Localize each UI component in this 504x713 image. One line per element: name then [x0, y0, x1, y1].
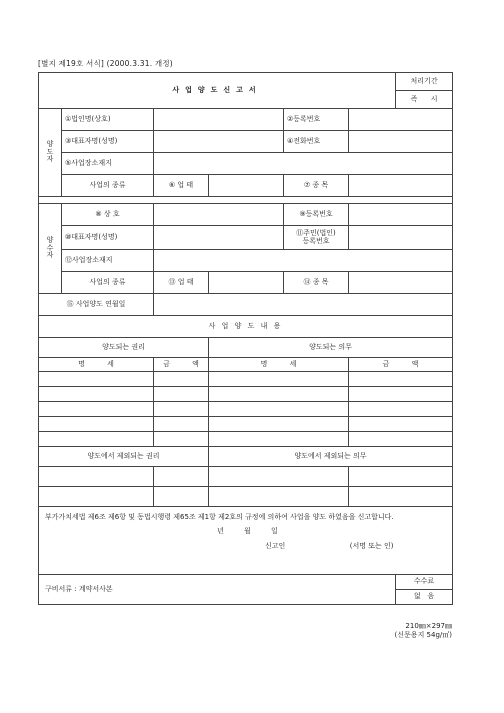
excluded-duties-cell[interactable] [209, 487, 349, 507]
resident-no-field[interactable] [349, 226, 453, 250]
corp-name-label: ①법인명(상호) [62, 109, 154, 131]
transfer-date-field[interactable] [154, 294, 453, 316]
transferee-business-form-label: ⑬ 업 태 [154, 272, 209, 294]
duties-amount-header: 금 액 [349, 358, 453, 372]
form-header: [별지 제19호 서식] (2000.3.31. 개정) [38, 59, 173, 68]
fee-label: 수수료 [396, 575, 453, 590]
duties-detail-header: 명 세 [209, 358, 349, 372]
declaration-statement: 부가가치세법 제6조 제6항 및 동법시행령 제65조 제1항 제2호의 규정에 의하여 사업을 양도 하였음을 신고합니다. [45, 513, 394, 521]
declaration-block [39, 507, 453, 575]
rights-amount-cell[interactable] [154, 432, 209, 447]
duties-amount-cell[interactable] [349, 387, 453, 402]
excluded-rights-amount-cell[interactable] [154, 467, 209, 487]
declaration-date[interactable]: 년 월 일 [217, 527, 278, 536]
excluded-rights-amount-cell[interactable] [154, 487, 209, 507]
rights-detail-cell[interactable] [39, 372, 154, 387]
rights-amount-header: 금 액 [154, 358, 209, 372]
rights-amount-cell[interactable] [154, 417, 209, 432]
duties-amount-cell[interactable] [349, 372, 453, 387]
table-row [39, 387, 453, 402]
excluded-rights-cell[interactable] [39, 487, 154, 507]
table-row [39, 417, 453, 432]
business-form-field[interactable] [209, 175, 284, 197]
table-row [39, 432, 453, 447]
processing-period-label: 처리기간 [396, 73, 453, 91]
signature-label[interactable]: (서명 또는 인) [349, 541, 394, 550]
business-type-label: 사업의 종류 [62, 175, 154, 197]
transferee-reg-no-label: ⑨등록번호 [284, 204, 349, 226]
excluded-duties-amount-cell[interactable] [349, 487, 453, 507]
transferred-rights-heading: 양도되는 권리 [39, 338, 209, 358]
table-row [39, 402, 453, 417]
attachment-note: 구비서류 : 계약서사본 [39, 575, 396, 605]
rights-detail-cell[interactable] [39, 387, 154, 402]
duties-detail-cell[interactable] [209, 387, 349, 402]
item-field[interactable] [349, 175, 453, 197]
representative-label: ③대표자명(성명) [62, 131, 154, 153]
report-form [38, 72, 452, 605]
duties-detail-cell[interactable] [209, 417, 349, 432]
table-row [39, 487, 453, 507]
excluded-duties-amount-cell[interactable] [349, 467, 453, 487]
duties-detail-cell[interactable] [209, 402, 349, 417]
transferee-address-label: ⑫사업장소재지 [62, 250, 154, 272]
transferor-label: 양 도 자 [39, 109, 62, 197]
representative-field[interactable] [154, 131, 284, 153]
rights-amount-cell[interactable] [154, 402, 209, 417]
rights-detail-header: 명 세 [39, 358, 154, 372]
phone-field[interactable] [349, 131, 453, 153]
excluded-rights-heading: 양도에서 제외되는 권리 [39, 447, 209, 467]
reg-no-field[interactable] [349, 109, 453, 131]
transferred-duties-heading: 양도되는 의무 [209, 338, 453, 358]
paper-size: 210㎜×297㎜ [405, 622, 452, 630]
address-label: ⑤사업장소재지 [62, 153, 154, 175]
duties-amount-cell[interactable] [349, 432, 453, 447]
transfer-date-label: ⑮ 사업양도 연월일 [39, 294, 154, 316]
phone-label: ④전화번호 [284, 131, 349, 153]
contents-heading: 사 업 양 도 내 용 [39, 316, 453, 338]
transferee-reg-no-field[interactable] [349, 204, 453, 226]
item-label: ⑦ 종 목 [284, 175, 349, 197]
excluded-duties-cell[interactable] [209, 467, 349, 487]
trade-name-label: ⑧ 상 호 [62, 204, 154, 226]
excluded-duties-heading: 양도에서 제외되는 의무 [209, 447, 453, 467]
duties-detail-cell[interactable] [209, 432, 349, 447]
excluded-rights-cell[interactable] [39, 467, 154, 487]
table-row [39, 372, 453, 387]
table-row [39, 467, 453, 487]
transferee-address-field[interactable] [154, 250, 453, 272]
form-title: 사업양도신고서 [39, 73, 396, 109]
duties-detail-cell[interactable] [209, 372, 349, 387]
fee-value: 없 음 [396, 590, 453, 605]
transferee-representative-label: ⑩대표자명(성명) [62, 226, 154, 250]
rights-detail-cell[interactable] [39, 402, 154, 417]
business-form-label: ⑥ 업 태 [154, 175, 209, 197]
paper-spec [395, 622, 452, 641]
rights-detail-cell[interactable] [39, 417, 154, 432]
transferee-label: 양 수 자 [39, 204, 62, 294]
rights-amount-cell[interactable] [154, 372, 209, 387]
corp-name-field[interactable] [154, 109, 284, 131]
rights-detail-cell[interactable] [39, 432, 154, 447]
trade-name-field[interactable] [154, 204, 284, 226]
applicant-line [45, 542, 446, 551]
reg-no-label: ②등록번호 [284, 109, 349, 131]
paper-type: (신문용지 54g/㎡) [394, 631, 452, 640]
duties-amount-cell[interactable] [349, 417, 453, 432]
transferee-representative-field[interactable] [154, 226, 284, 250]
applicant-label: 신고인 [265, 541, 286, 550]
transferee-business-form-field[interactable] [209, 272, 284, 294]
address-field[interactable] [154, 153, 453, 175]
rights-amount-cell[interactable] [154, 387, 209, 402]
transferee-item-label: ⑭ 종 목 [284, 272, 349, 294]
processing-period-value: 즉 시 [396, 91, 453, 109]
transferee-business-type-label: 사업의 종류 [62, 272, 154, 294]
duties-amount-cell[interactable] [349, 402, 453, 417]
transferee-item-field[interactable] [349, 272, 453, 294]
resident-no-label: ⑪주민(법인) 등록번호 [284, 226, 349, 250]
